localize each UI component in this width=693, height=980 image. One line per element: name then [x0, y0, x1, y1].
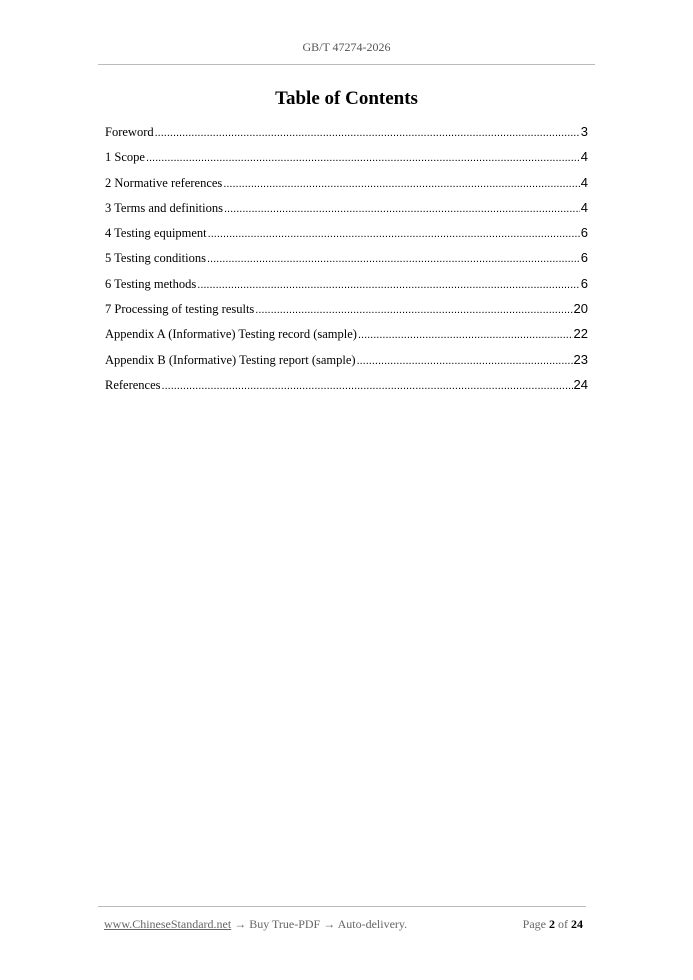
running-header: GB/T 47274-2026: [302, 40, 391, 54]
toc-dot-leader: [197, 277, 580, 293]
toc-entry-label: Appendix B (Informative) Testing report (sample): [105, 352, 356, 367]
toc-entry-normative-references[interactable]: [105, 175, 588, 200]
toc-dot-leader: [224, 201, 580, 217]
footer-promo: [104, 917, 407, 932]
toc-dot-leader: [146, 150, 580, 166]
toc-entry-processing-results[interactable]: [105, 301, 588, 326]
toc-entry-page: 23: [573, 351, 588, 367]
table-of-contents: [105, 124, 588, 402]
toc-entry-page: 20: [573, 301, 588, 317]
toc-entry-foreword[interactable]: [105, 124, 588, 149]
toc-entry-testing-equipment[interactable]: [105, 225, 588, 250]
header-divider: [98, 64, 595, 65]
toc-entry-scope[interactable]: [105, 149, 588, 174]
toc-entry-label: Appendix A (Informative) Testing record (sample): [105, 327, 357, 342]
toc-entry-page: 6: [580, 250, 588, 266]
page-footer: [104, 917, 586, 932]
current-page-number: 2: [549, 917, 555, 931]
toc-entry-label: 6 Testing methods: [105, 276, 197, 291]
toc-entry-testing-conditions[interactable]: [105, 250, 588, 275]
arrow-right-icon: →: [234, 917, 247, 931]
of-word: of: [558, 917, 568, 931]
toc-entry-page: 3: [580, 124, 588, 139]
toc-dot-leader: [207, 251, 580, 267]
page-number: [523, 917, 586, 932]
toc-entry-page: 4: [580, 149, 588, 165]
footer-divider: [98, 906, 586, 907]
site-link[interactable]: www.ChineseStandard.net: [104, 917, 232, 931]
buy-true-pdf-text: Buy True-PDF: [249, 917, 321, 931]
toc-entry-testing-methods[interactable]: [105, 276, 588, 301]
toc-entry-label: 3 Terms and definitions: [105, 200, 223, 215]
toc-dot-leader: [358, 327, 573, 343]
toc-dot-leader: [255, 302, 572, 318]
page-word: Page: [522, 917, 546, 931]
toc-entry-label: 7 Processing of testing results: [105, 302, 255, 317]
toc-entry-appendix-b[interactable]: [105, 352, 588, 377]
toc-entry-terms-and-definitions[interactable]: [105, 200, 588, 225]
toc-entry-page: 6: [580, 225, 588, 241]
toc-entry-label: References: [105, 377, 161, 392]
toc-entry-page: 24: [573, 376, 588, 392]
toc-entry-page: 6: [580, 275, 588, 291]
toc-entry-label: 1 Scope: [105, 150, 145, 165]
toc-dot-leader: [208, 226, 580, 242]
auto-delivery-text: Auto-delivery.: [337, 917, 408, 931]
toc-entry-appendix-a[interactable]: [105, 326, 588, 351]
toc-entry-page: 22: [573, 326, 588, 342]
toc-dot-leader: [223, 176, 579, 192]
toc-entry-references[interactable]: [105, 377, 588, 402]
total-pages-number: 24: [571, 917, 583, 931]
toc-dot-leader: [162, 378, 573, 394]
toc-entry-label: 2 Normative references: [105, 175, 223, 190]
toc-entry-label: 4 Testing equipment: [105, 226, 207, 241]
page-title: Table of Contents: [275, 88, 418, 109]
arrow-right-icon: →: [323, 917, 336, 931]
toc-dot-leader: [357, 353, 573, 369]
toc-dot-leader: [155, 125, 580, 141]
toc-entry-label: 5 Testing conditions: [105, 251, 206, 266]
toc-entry-page: 4: [580, 174, 588, 190]
toc-entry-label: Foreword: [105, 125, 154, 139]
toc-entry-page: 4: [580, 199, 588, 215]
